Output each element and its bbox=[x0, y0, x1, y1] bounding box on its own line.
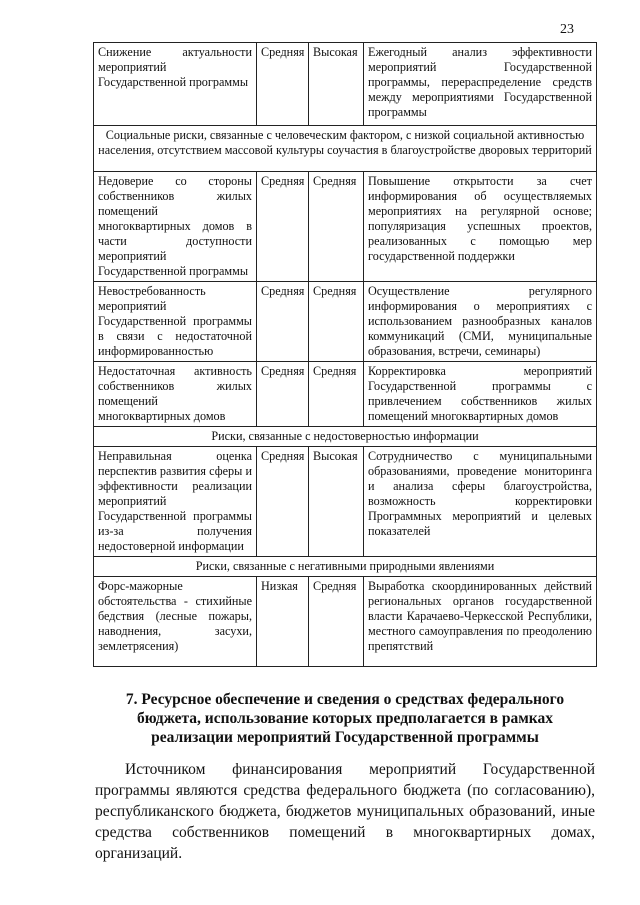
risk-probability: Средняя bbox=[257, 447, 309, 557]
risk-table bbox=[93, 42, 597, 667]
risk-name: Невостребованность мероприятий Государственной программы в связи с недостаточной информированностью bbox=[94, 282, 257, 362]
table-row bbox=[94, 43, 597, 126]
risk-impact: Средняя bbox=[309, 172, 364, 282]
section-title: Социальные риски, связанные с человеческим фактором, с низкой социальной активностью населения, отсутствием массовой культуры соучастия в благоустройстве дворовых территорий bbox=[94, 126, 597, 172]
section-row bbox=[94, 427, 597, 447]
risk-probability: Средняя bbox=[257, 362, 309, 427]
risk-impact: Высокая bbox=[309, 43, 364, 126]
risk-name: Форс-мажорные обстоятельства - стихийные бедствия (лесные пожары, наводнения, засухи, землетрясения) bbox=[94, 577, 257, 667]
section-title: Риски, связанные с негативными природными явлениями bbox=[94, 557, 597, 577]
risk-impact: Средняя bbox=[309, 577, 364, 667]
risk-probability: Средняя bbox=[257, 43, 309, 126]
section-row bbox=[94, 557, 597, 577]
risk-name: Недоверие со стороны собственников жилых помещений многоквартирных домов в части доступности мероприятий Государственной программы bbox=[94, 172, 257, 282]
table-row bbox=[94, 362, 597, 427]
risk-measures: Повышение открытости за счет информирования об осуществляемых мероприятиях на регулярной основе; популяризация успешных проектов, реализованных с помощью мер государственной поддержки bbox=[364, 172, 597, 282]
risk-name: Снижение актуальности мероприятий Государственной программы bbox=[94, 43, 257, 126]
table-row bbox=[94, 172, 597, 282]
table-row bbox=[94, 447, 597, 557]
section-title: Риски, связанные с недостоверностью информации bbox=[94, 427, 597, 447]
risk-name: Неправильная оценка перспектив развития сферы и эффективности реализации мероприятий Государственной программы из-за получения недостоверной информации bbox=[94, 447, 257, 557]
risk-measures: Сотрудничество с муниципальными образованиями, проведение мониторинга и анализа сферы благоустройства, возможность корректировки Программных мероприятий и целевых показателей bbox=[364, 447, 597, 557]
page-number: 23 bbox=[560, 22, 574, 37]
risk-impact: Средняя bbox=[309, 282, 364, 362]
section-row bbox=[94, 126, 597, 172]
table-row bbox=[94, 577, 597, 667]
table-row bbox=[94, 282, 597, 362]
risk-measures: Выработка скоординированных действий региональных органов государственной власти Карачаево-Черкесской Республики, местного самоуправления по преодолению препятствий bbox=[364, 577, 597, 667]
risk-measures: Корректировка мероприятий Государственной программы с привлечением собственников жилых помещений многоквартирных домов bbox=[364, 362, 597, 427]
risk-probability: Низкая bbox=[257, 577, 309, 667]
risk-name: Недостаточная активность собственников жилых помещений многоквартирных домов bbox=[94, 362, 257, 427]
risk-impact: Средняя bbox=[309, 362, 364, 427]
risk-measures: Осуществление регулярного информирования о мероприятиях с использованием разнообразных каналов коммуникаций (СМИ, муниципальные образования, встречи, семинары) bbox=[364, 282, 597, 362]
body-paragraph: Источником финансирования мероприятий Государственной программы являются средства федерального бюджета (по согласованию), республиканского бюджета, бюджетов муниципальных образований, иные средства собственников помещений в многоквартирных домах, организаций. bbox=[95, 761, 595, 862]
risk-measures: Ежегодный анализ эффективности мероприятий Государственной программы, перераспределение средств между мероприятиями Государственной программы bbox=[364, 43, 597, 126]
risk-probability: Средняя bbox=[257, 172, 309, 282]
risk-probability: Средняя bbox=[257, 282, 309, 362]
section-heading: 7. Ресурсное обеспечение и сведения о средствах федерального бюджета, использование которых предполагается в рамках реализации мероприятий Государственной программы bbox=[125, 691, 565, 746]
risk-impact: Высокая bbox=[309, 447, 364, 557]
